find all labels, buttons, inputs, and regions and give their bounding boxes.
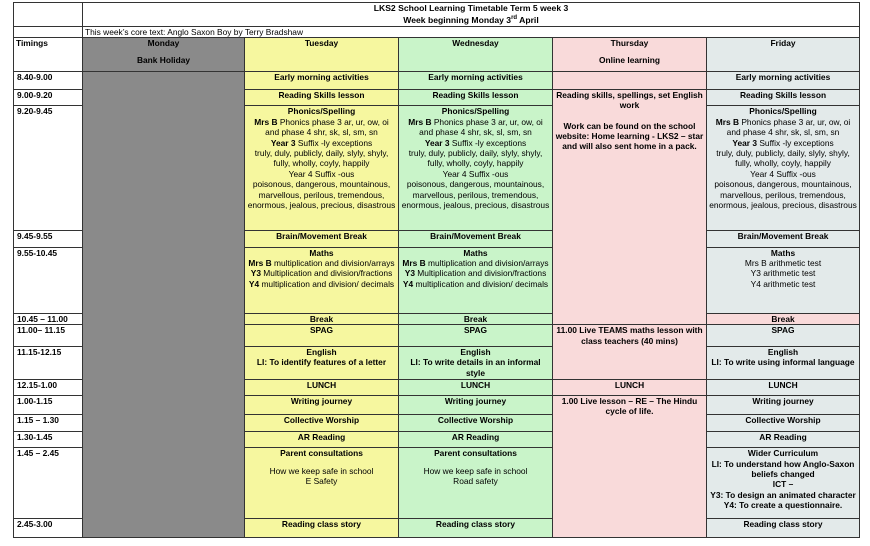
friday-ar-reading: AR Reading xyxy=(707,431,860,447)
wednesday-maths: Maths Mrs B multiplication and division/arrays Y3 Multiplication and division/fractions Y4 multiplication and division/ decimals xyxy=(399,247,553,313)
header-timings: Timings xyxy=(14,38,83,72)
friday-worship: Collective Worship xyxy=(707,415,860,431)
wednesday-story: Reading class story xyxy=(399,519,553,538)
tuesday-break: Break xyxy=(245,313,399,325)
header-tuesday: Tuesday xyxy=(245,38,399,72)
tuesday-afternoon: Parent consultations How we keep safe in school E Safety xyxy=(245,448,399,519)
timetable-page xyxy=(13,2,859,538)
time-slot: 1.00-1.15 xyxy=(14,395,83,415)
friday-reading: Reading Skills lesson xyxy=(707,89,860,105)
thursday-live-re: 1.00 Live lesson – RE – The Hindu cycle of life. xyxy=(553,395,707,537)
time-slot: 12.15-1.00 xyxy=(14,380,83,395)
thursday-morning xyxy=(553,89,707,324)
tuesday-phonics: Phonics/Spelling Mrs B Phonics phase 3 ar, ur, ow, oi and phase 4 shr, sk, sl, sm, sn Year 3 Suffix -ly exceptions truly, duly, publicly, daily, slyly, shyly, fully, wholly, coyly, happily Year 4 Suffix -ous poisonous, dangerous, mountainous, marvellous, perilous, tremendous, enormous, jealous, precious, disastrous xyxy=(245,106,399,231)
time-slot: 11.00– 11.15 xyxy=(14,325,83,347)
friday-spag: SPAG xyxy=(707,325,860,347)
header-friday: Friday xyxy=(707,38,860,72)
thursday-work-info: Work can be found on the school website: Home learning - LKS2 – star and will also sent home in a pack. xyxy=(555,120,704,152)
thursday-reading: Reading skills, spellings, set English work xyxy=(556,89,703,111)
timetable xyxy=(13,2,860,538)
wednesday-english: English LI: To write details in an informal style xyxy=(399,346,553,379)
tuesday-lunch: LUNCH xyxy=(245,380,399,395)
thursday-lunch: LUNCH xyxy=(553,380,707,395)
wednesday-brain-break: Brain/Movement Break xyxy=(399,231,553,247)
tuesday-early: Early morning activities xyxy=(245,72,399,90)
monday-column xyxy=(83,72,245,538)
time-slot: 11.15-12.15 xyxy=(14,346,83,379)
tuesday-ar-reading: AR Reading xyxy=(245,431,399,447)
wednesday-worship: Collective Worship xyxy=(399,415,553,431)
wednesday-writing: Writing journey xyxy=(399,395,553,415)
friday-english: English LI: To write using informal language xyxy=(707,346,860,379)
tuesday-worship: Collective Worship xyxy=(245,415,399,431)
wednesday-lunch: LUNCH xyxy=(399,380,553,395)
title-line-1: LKS2 School Learning Timetable Term 5 week 3 xyxy=(373,3,569,13)
tuesday-story: Reading class story xyxy=(245,519,399,538)
friday-maths: Maths Mrs B arithmetic test Y3 arithmetic test Y4 arithmetic test xyxy=(707,247,860,313)
time-slot: 2.45-3.00 xyxy=(14,519,83,538)
wednesday-early: Early morning activities xyxy=(399,72,553,90)
wednesday-spag: SPAG xyxy=(399,325,553,347)
wednesday-phonics: Phonics/Spelling Mrs B Phonics phase 3 ar, ur, ow, oi and phase 4 shr, sk, sl, sm, sn Year 3 Suffix -ly exceptions truly, duly, publicly, daily, slyly, shyly, fully, wholly, coyly, happily Year 4 Suffix -ous poisonous, dangerous, mountainous, marvellous, perilous, tremendous, enormous, jealous, precious, disastrous xyxy=(399,106,553,231)
time-slot: 8.40-9.00 xyxy=(14,72,83,90)
tuesday-english: English LI: To identify features of a letter xyxy=(245,346,399,379)
tuesday-reading: Reading Skills lesson xyxy=(245,89,399,105)
time-slot: 9.00-9.20 xyxy=(14,89,83,105)
friday-story: Reading class story xyxy=(707,519,860,538)
time-slot: 1.15 – 1.30 xyxy=(14,415,83,431)
friday-writing: Writing journey xyxy=(707,395,860,415)
wednesday-afternoon: Parent consultations How we keep safe in school Road safety xyxy=(399,448,553,519)
time-slot: 1.30-1.45 xyxy=(14,431,83,447)
friday-phonics: Phonics/Spelling Mrs B Phonics phase 3 ar, ur, ow, oi and phase 4 shr, sk, sl, sm, sn Year 3 Suffix -ly exceptions truly, duly, publicly, daily, slyly, shyly, fully, wholly, coyly, happily Year 4 Suffix -ous poisonous, dangerous, mountainous, marvellous, perilous, tremendous, enormous, jealous, precious, disastrous xyxy=(707,106,860,231)
tuesday-spag: SPAG xyxy=(245,325,399,347)
header-wednesday: Wednesday xyxy=(399,38,553,72)
time-slot: 10.45 – 11.00 xyxy=(14,313,83,325)
header-monday: Monday Bank Holiday xyxy=(83,38,245,72)
wednesday-break: Break xyxy=(399,313,553,325)
core-text: This week’s core text: Anglo Saxon Boy by Terry Bradshaw xyxy=(83,26,860,38)
time-slot: 1.45 – 2.45 xyxy=(14,448,83,519)
tuesday-maths: Maths Mrs B multiplication and division/arrays Y3 Multiplication and division/fractions Y4 multiplication and division/ decimals xyxy=(245,247,399,313)
friday-wider-curriculum: Wider Curriculum LI: To understand how Anglo-Saxon beliefs changed ICT – Y3: To design an animated character Y4: To create a questionnaire. xyxy=(707,448,860,519)
friday-early: Early morning activities xyxy=(707,72,860,90)
page-title xyxy=(83,3,860,27)
wednesday-reading: Reading Skills lesson xyxy=(399,89,553,105)
wednesday-ar-reading: AR Reading xyxy=(399,431,553,447)
thursday-early-blank xyxy=(553,72,707,90)
thursday-break: Break xyxy=(707,313,860,325)
time-slot: 9.55-10.45 xyxy=(14,247,83,313)
title-line-2: Week beginning Monday 3rd April xyxy=(403,14,539,25)
header-thursday: Thursday Online learning xyxy=(553,38,707,72)
time-slot: 9.20-9.45 xyxy=(14,106,83,231)
friday-brain-break: Brain/Movement Break xyxy=(707,231,860,247)
tuesday-writing: Writing journey xyxy=(245,395,399,415)
top-left-blank xyxy=(14,3,83,27)
thursday-live-maths: 11.00 Live TEAMS maths lesson with class teachers (40 mins) xyxy=(553,325,707,380)
time-slot: 9.45-9.55 xyxy=(14,231,83,247)
core-text-left-blank xyxy=(14,26,83,38)
friday-lunch: LUNCH xyxy=(707,380,860,395)
tuesday-brain-break: Brain/Movement Break xyxy=(245,231,399,247)
